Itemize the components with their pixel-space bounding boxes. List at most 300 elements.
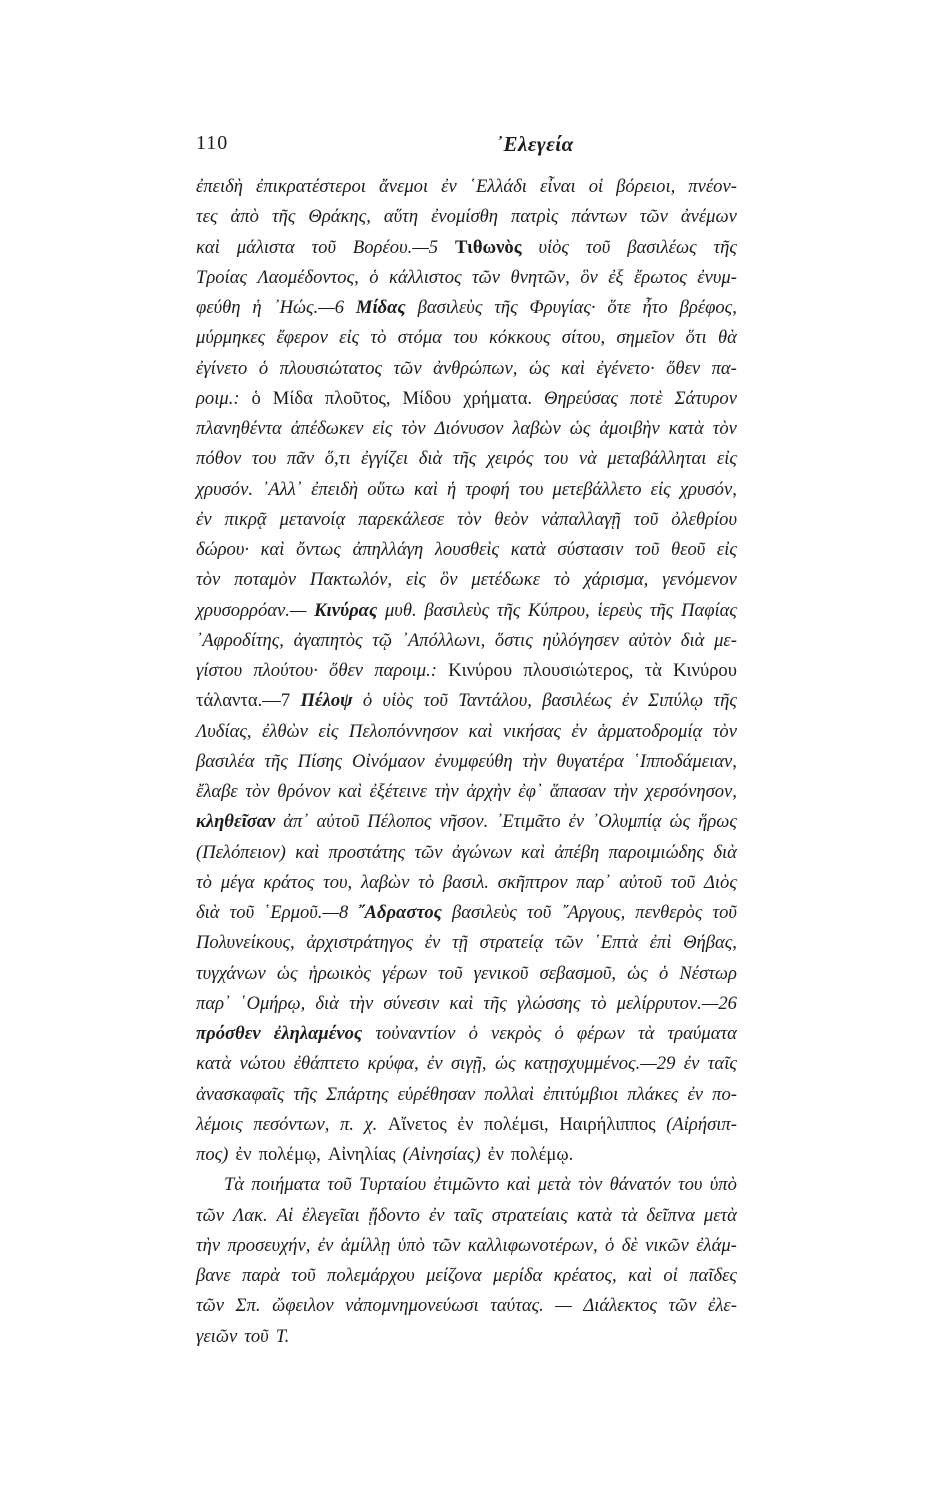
word: σκῆπτρον — [497, 871, 568, 893]
text-line — [196, 1080, 737, 1110]
word: πικρᾷ — [224, 508, 267, 530]
word: τὴν — [613, 781, 638, 802]
word: νώτου — [239, 1053, 286, 1075]
word: ἐνομίσθη — [431, 206, 498, 228]
text-line — [196, 626, 737, 656]
word: ὑπὸ — [397, 1234, 425, 1256]
word: πλανηθέντα — [196, 418, 282, 439]
word: μερίδα — [493, 1265, 543, 1286]
word: εὑρέθησαν — [397, 1083, 476, 1105]
word: καὶ — [521, 841, 545, 863]
text-line — [196, 1201, 737, 1231]
word: ῾Ιπποδάμειαν, — [633, 750, 737, 772]
word: Σπ. — [235, 1295, 261, 1317]
text-line — [196, 1170, 737, 1200]
word: Σάτυρον — [674, 387, 737, 409]
word: λέμοις — [196, 1113, 243, 1135]
word: εἰς — [716, 539, 737, 560]
word: τὸ — [553, 569, 570, 591]
word: Νέστωρ — [679, 962, 737, 984]
word: εἰς — [405, 569, 427, 591]
word: Ηαιρήλιππος — [559, 1113, 656, 1135]
word: βασιλέως — [542, 690, 612, 712]
word: τῶν — [393, 357, 422, 379]
word: ἀπέβη — [554, 841, 600, 863]
word: τῆς — [293, 1083, 317, 1105]
text-line — [196, 717, 737, 747]
word: ὁ — [362, 690, 373, 712]
word: — — [555, 1295, 572, 1317]
word: χρυσόν, — [679, 478, 737, 500]
word: ᾿Ετιμᾶτο — [496, 811, 561, 833]
word: τῷ — [372, 629, 393, 651]
page-header — [196, 132, 737, 164]
word: Αἰνηλίας — [327, 1144, 396, 1165]
text-line — [196, 686, 737, 716]
word: (Πελόπειον) — [196, 841, 286, 863]
word: καὶ — [196, 236, 220, 258]
word: αὐτοῦ — [316, 811, 360, 833]
word: πνέον- — [688, 176, 737, 197]
text-line — [196, 959, 737, 989]
word: προσευχήν, — [227, 1234, 311, 1256]
word: πατρὶς — [511, 206, 559, 228]
word: τὸ — [196, 871, 212, 893]
word: Διόνυσον — [434, 418, 504, 439]
word: καὶ — [561, 357, 585, 379]
word: πλάκες — [627, 1083, 679, 1105]
word: παροιμ.: — [374, 660, 437, 681]
word: ᾿Αλλ᾿ — [262, 478, 302, 500]
word: οἱ — [663, 1265, 678, 1286]
word: παῖδες — [689, 1265, 737, 1286]
emphasized-word: Πέλοψ — [300, 690, 353, 712]
word: τραύματα — [667, 1023, 737, 1044]
word: ἡρωικὸς — [308, 962, 371, 984]
word: τῶν — [414, 841, 443, 863]
word: ἱερεὺς — [597, 599, 643, 621]
word: ἀρχὴν — [466, 781, 511, 802]
word: γλώσσης — [516, 992, 581, 1014]
word: ᾿Ηώς.—6 — [273, 297, 345, 318]
word: πολλαὶ — [484, 1083, 534, 1105]
text-line — [196, 384, 737, 414]
word: βασιλεὺς — [417, 297, 483, 318]
word: πος) — [196, 1144, 229, 1165]
word: μείζονα — [426, 1265, 482, 1286]
word: σύστασιν — [557, 539, 624, 560]
word: εἰς — [716, 448, 737, 470]
word: σιγῇ, — [451, 1053, 487, 1075]
text-line — [196, 1140, 737, 1170]
word: ἐπειδὴ — [311, 478, 359, 500]
word: ἐπικρατέστεροι — [256, 176, 366, 197]
word: πολέμῳ. — [510, 1144, 574, 1165]
word: τὴν — [349, 992, 374, 1014]
word: τῶν — [639, 206, 668, 228]
word: ἀπηλλάγη — [352, 539, 424, 560]
text-line — [196, 475, 737, 505]
body-text — [196, 172, 737, 1352]
word: ὡς — [627, 962, 648, 984]
word: τῶν — [432, 1234, 461, 1256]
word: θεὸν — [494, 508, 529, 530]
word: βασιλεὺς — [451, 902, 517, 923]
word: αὐτὸν — [628, 629, 672, 651]
word: ἐν — [687, 1083, 704, 1105]
word: ποτὲ — [629, 387, 663, 409]
word: τοὐναντίον — [375, 1023, 456, 1044]
word: διὰ — [713, 841, 737, 863]
word: τοῦ — [438, 962, 463, 984]
word: ἐν — [622, 690, 638, 712]
word: ὁ — [658, 962, 669, 984]
word: Ταντάλου, — [458, 690, 532, 712]
word: Θήβας, — [683, 932, 737, 954]
word: του — [518, 478, 544, 500]
text-line — [196, 293, 737, 323]
word: αὕτη — [383, 206, 419, 228]
word: ἐνυμ- — [697, 266, 737, 288]
word: ἐν — [571, 720, 587, 742]
word: πόθον — [196, 448, 242, 470]
word: ἀπὸ — [230, 206, 259, 228]
word: χάρισμα, — [583, 569, 649, 591]
text-line — [196, 1322, 737, 1352]
word: ἐνυμφεύθη — [434, 750, 513, 772]
word: βανε — [196, 1265, 231, 1286]
word: τῶν — [668, 1295, 697, 1317]
word: θνητῶν, — [510, 266, 570, 288]
word: Τυρταίου — [358, 1174, 427, 1196]
word: κατὰ — [668, 418, 704, 439]
word: Αἴνετος — [387, 1113, 447, 1135]
word: ὁ — [468, 1023, 478, 1044]
word: γενόμενον — [662, 569, 737, 591]
word: ἐλάμ- — [696, 1234, 737, 1256]
word: ἁρματοδρομίᾳ — [597, 720, 703, 742]
word: λαβὼν — [512, 418, 561, 439]
word: κατῃσχυμμένος.—29 — [524, 1053, 676, 1075]
word: ὁ — [605, 1234, 615, 1256]
word: ὁ — [251, 387, 261, 409]
word: ὤφειλον — [272, 1295, 334, 1317]
word: τῇ — [452, 932, 468, 954]
word: Μίδα — [272, 387, 313, 409]
word: πενθερὸς — [635, 902, 703, 923]
word: Βορέου.—5 — [352, 236, 439, 258]
word: σίτου, — [561, 327, 606, 349]
text-line — [196, 898, 737, 928]
word: ἥρως — [698, 811, 737, 833]
word: τῆς — [483, 992, 507, 1014]
word: τὰ — [637, 1023, 655, 1044]
word: Κινύρου — [673, 660, 737, 681]
text-line — [196, 172, 737, 202]
word: τες — [196, 206, 218, 228]
word: Παφίας — [681, 599, 737, 621]
word: θρόνον — [277, 781, 331, 802]
text-line — [196, 202, 737, 232]
word: ἔφερον — [276, 327, 328, 349]
word: χ. — [364, 1113, 378, 1135]
word: βασιλέα — [196, 750, 255, 772]
word: μελίρρυτον.—26 — [616, 992, 737, 1014]
word: τοῦ — [526, 902, 552, 923]
word: παρ᾿ — [576, 871, 611, 893]
page-number: 110 — [196, 132, 229, 154]
word: θάνατόν — [609, 1174, 671, 1196]
word: ᾿Ολυμπίᾳ — [592, 811, 662, 833]
word: ἀμοιβὴν — [599, 418, 660, 439]
text-line — [196, 807, 737, 837]
word: κατὰ — [510, 539, 546, 560]
word: του — [677, 1174, 703, 1196]
word: ἀπέδωκεν — [290, 418, 364, 439]
word: ἐλθὼν — [262, 720, 308, 742]
word: τὰ — [644, 660, 662, 681]
word: ἐν — [487, 1144, 504, 1165]
emphasized-word: κληθεῖσαν — [196, 811, 276, 833]
word: ἡ — [252, 297, 262, 318]
word: τὸ — [590, 992, 607, 1014]
word: ἦτο — [642, 297, 668, 318]
word: διὰ — [680, 629, 705, 651]
word: κρέατος, — [553, 1265, 617, 1286]
word: Πακτωλόν, — [309, 569, 393, 591]
word: κόκκους — [488, 327, 551, 349]
word: ᾿Απόλλωνι, — [401, 629, 486, 651]
word: προστάτης — [328, 841, 406, 863]
word: Τὰ — [224, 1174, 245, 1196]
word: ἐπειδὴ — [196, 176, 244, 197]
word: θεοῦ — [670, 539, 706, 560]
word: τῶν — [554, 932, 583, 954]
word: δώρου· — [196, 539, 250, 560]
word: Διάλεκτος — [583, 1295, 657, 1317]
word: ὁ — [554, 1023, 564, 1044]
word: ῾Ερμοῦ.—8 — [264, 902, 349, 923]
word: τῶν — [196, 1204, 225, 1226]
word: τὸν — [578, 1174, 603, 1196]
word: βασιλέως — [627, 236, 697, 258]
word: ὡς — [494, 1053, 516, 1075]
word: ἔλαβε — [196, 781, 238, 802]
word: μετέδωκε — [471, 569, 541, 591]
word: τὰ — [620, 1204, 638, 1226]
text-line — [196, 838, 737, 868]
word: τοῦ — [634, 539, 660, 560]
word: καὶ — [338, 781, 362, 802]
word: ἐν — [441, 176, 457, 197]
word: Λακ. — [233, 1204, 268, 1226]
text-line — [196, 928, 737, 958]
word: ῾Ελλάδι — [469, 176, 527, 197]
word: πολέμϭι, — [484, 1113, 549, 1135]
word: π. — [339, 1113, 354, 1135]
word: τῆς — [452, 448, 477, 470]
word: ἔρωτος — [633, 266, 687, 288]
word: Φρυγίας· — [529, 297, 596, 318]
word: τοῦ — [670, 871, 696, 893]
word: ὡς — [528, 357, 550, 379]
word: τοῦ — [712, 902, 737, 923]
word: καὶ — [468, 720, 493, 742]
word: τοῦ — [229, 902, 255, 923]
word: ἐν — [568, 811, 585, 833]
word: τὸν — [245, 781, 270, 802]
word: ἐν — [317, 1234, 334, 1256]
word: σημεῖον — [616, 327, 675, 349]
word: του — [251, 448, 277, 470]
word: δὲ — [621, 1234, 638, 1256]
word: ὁ — [369, 266, 379, 288]
word: τοῦ — [633, 508, 659, 530]
word: ῾Επτὰ — [594, 932, 638, 954]
word: οἱ — [588, 176, 604, 197]
word: ὡς — [569, 418, 591, 439]
word: του — [453, 327, 478, 349]
word: εἰς — [372, 418, 393, 439]
word: γέρων — [381, 962, 427, 984]
word: τῆς — [713, 690, 737, 712]
text-line — [196, 1049, 737, 1079]
word: μετεβάλλετο — [552, 478, 642, 500]
word: ἁμίλλῃ — [340, 1234, 391, 1256]
word: ὃν — [439, 569, 458, 591]
word: τυγχάνων — [196, 962, 266, 984]
text-line — [196, 1291, 737, 1321]
emphasized-word: πρόσθεν — [196, 1023, 261, 1044]
word: Πελοπόννησον — [348, 720, 459, 742]
word: παρὰ — [242, 1265, 280, 1286]
word: λουσθεὶς — [434, 539, 500, 560]
word: ἐν — [427, 1053, 443, 1075]
word: ἐξ — [608, 266, 624, 288]
word: νἀπομνημονεύωσι — [345, 1295, 479, 1317]
text-line — [196, 233, 737, 263]
word: ᾔδοντο — [368, 1204, 420, 1226]
word: ἀρχιστράτηγος — [306, 932, 414, 954]
running-title: ᾿Ελεγεία — [496, 132, 574, 156]
text-line — [196, 414, 737, 444]
word: στόμα — [397, 327, 442, 349]
word: διὰ — [315, 992, 339, 1014]
word: βρέφος, — [679, 297, 737, 318]
word: Σιπύλῳ — [647, 690, 704, 712]
word: πολέμῳ, — [258, 1144, 321, 1165]
word: τοῦ — [327, 1174, 352, 1196]
word: ὅστις — [494, 629, 533, 651]
word: ὑπὸ — [709, 1174, 737, 1196]
word: στρατείαις — [491, 1204, 568, 1226]
word: τὸν — [457, 508, 482, 530]
word: ἀγώνων — [451, 841, 512, 863]
text-line — [196, 777, 737, 807]
word: (Αἰνησίας) — [402, 1144, 481, 1165]
word: (Αἰρήσιπ- — [666, 1113, 737, 1135]
word: ὅτε — [607, 297, 631, 318]
emphasized-word: Τιθωνὸς — [454, 236, 522, 258]
word: μεταβάλληται — [607, 448, 707, 470]
word: ποιήματα — [251, 1174, 320, 1196]
word: χερσόνησον, — [645, 781, 737, 802]
word: καὶ — [260, 539, 285, 560]
word: ἐν — [683, 1053, 700, 1075]
word: χρυσορρόαν.— — [196, 599, 307, 621]
word: πλοῦτος, — [324, 387, 391, 409]
word: ἡ — [447, 478, 457, 500]
word: πα- — [711, 357, 737, 379]
word: νὰ — [578, 448, 597, 470]
word: μετὰ — [703, 1204, 737, 1226]
word: ἐθάπτετο — [293, 1053, 360, 1075]
word: ἐγένετο· — [596, 357, 655, 379]
text-line — [196, 1261, 737, 1291]
word: παρ᾿ — [196, 992, 231, 1014]
word: τῆς — [271, 206, 296, 228]
word: ἀγαπητὸς — [293, 629, 363, 651]
word: εἶναι — [540, 176, 576, 197]
word: καὶ — [414, 478, 438, 500]
word: σύνεσιν — [383, 992, 440, 1014]
text-line — [196, 535, 737, 565]
word: αὐτοῦ — [619, 871, 662, 893]
word: ἐλεγεῖαι — [302, 1204, 360, 1226]
word: οὕτω — [367, 478, 405, 500]
text-line — [196, 656, 737, 686]
word: τροφή — [465, 478, 510, 500]
word: τὸν — [712, 720, 737, 742]
text-line — [196, 596, 737, 626]
text-line — [196, 1110, 737, 1140]
text-line — [196, 354, 737, 384]
word: τὸν — [401, 418, 426, 439]
word: χρήματα. — [463, 387, 533, 409]
word: βόρειοι, — [616, 176, 676, 197]
word: Διὸς — [703, 871, 737, 893]
word: με- — [714, 629, 737, 651]
word: τὴν — [434, 781, 459, 802]
word: ὡς — [276, 962, 298, 984]
word: ὅ,τι — [324, 448, 351, 470]
word: ὁ — [258, 357, 269, 379]
word: ταύτας. — [490, 1295, 544, 1317]
word: εἰς — [318, 720, 339, 742]
word: πλούτου· — [253, 660, 318, 681]
word: Θηρεύσας — [544, 387, 618, 409]
word: τῆς — [496, 599, 521, 621]
word: τῆς — [494, 297, 518, 318]
word: φέρων — [576, 1023, 625, 1044]
text-line — [196, 263, 737, 293]
word: καλλιφωνοτέρων, — [467, 1234, 598, 1256]
word: ὅθεν — [329, 660, 364, 681]
word: ἐφ᾿ — [518, 781, 543, 802]
word: παροιμιώδης — [608, 841, 704, 863]
word: μετὰ — [537, 1174, 571, 1196]
word: τὴν — [522, 750, 547, 772]
word: ὅθεν — [666, 357, 701, 379]
word: ἐν — [428, 1204, 445, 1226]
word: κρύφα, — [367, 1053, 419, 1075]
word: ὄντως — [296, 539, 341, 560]
word: γίστου — [196, 660, 243, 681]
word: νικήσας — [502, 720, 561, 742]
word: πο- — [712, 1083, 737, 1105]
word: Θράκης, — [308, 206, 371, 228]
word: τῆς — [264, 750, 288, 772]
